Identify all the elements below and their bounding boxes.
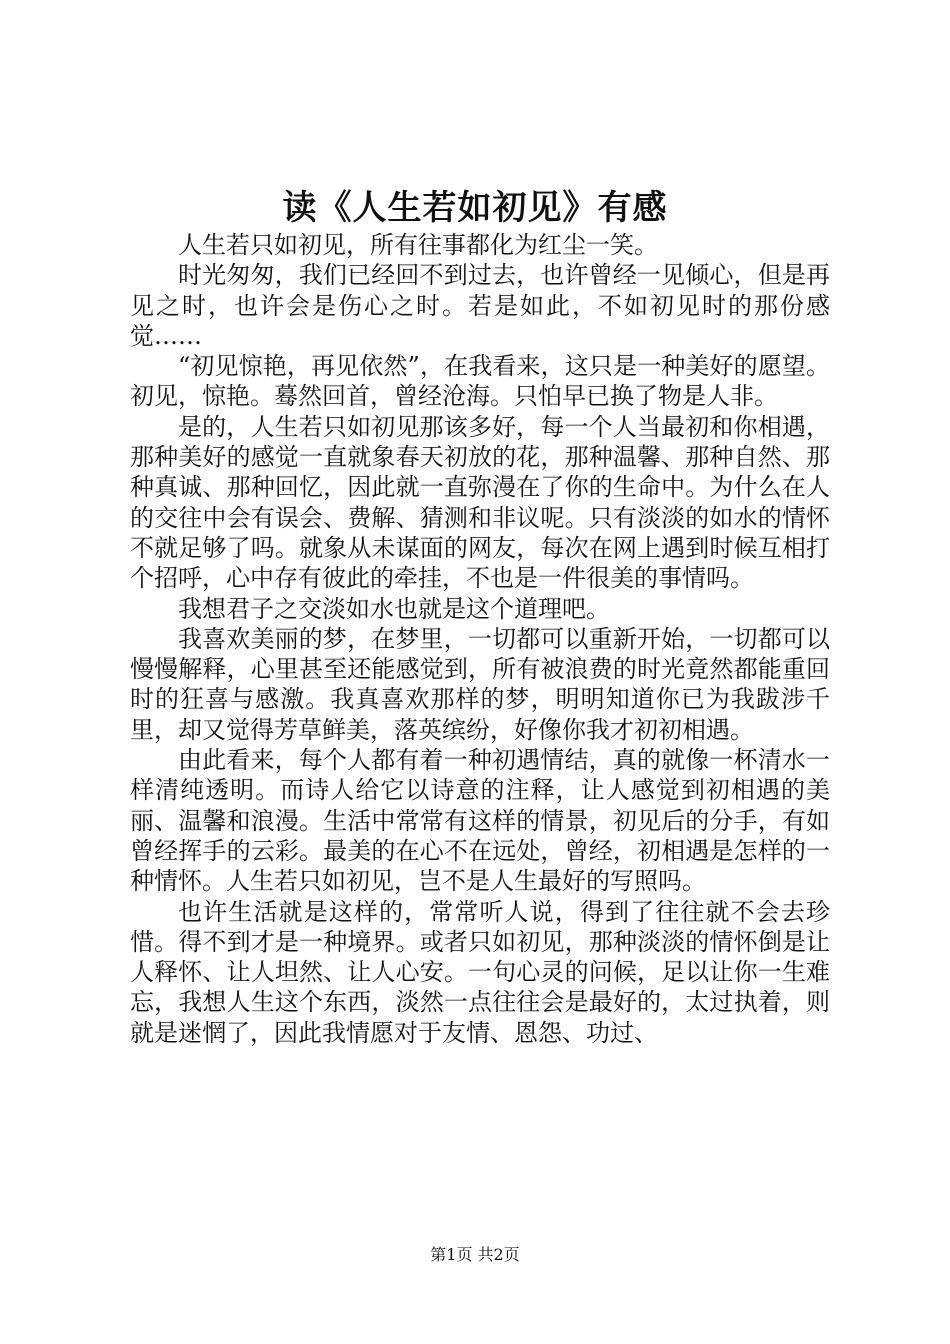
paragraph: 我想君子之交淡如水也就是这个道理吧。 xyxy=(178,594,610,623)
paragraph: 也许生活就是这样的，常常听人说，得到了往往就不会去珍惜。得不到才是一种境界。或者只如初见，那种淡淡的情怀倒是让人释怀、让人坦然、让人心安。一句心灵的问候，足以让你一生难忘，我想人生这个东西，淡然一点往往会是最好的，太过执着，则就是迷惘了，因此我情愿对于友情、恩怨、功过、 xyxy=(130,897,830,1047)
page-footer: 第1页 共2页 xyxy=(430,1245,520,1264)
paragraph: 由此看来，每个人都有着一种初遇情结，真的就像一杯清水一样清纯透明。而诗人给它以诗意的注释，让人感觉到初相遇的美丽、温馨和浪漫。生活中常常有这样的情景，初见后的分手，有如曾经挥手的云彩。最美的在心不在远处，曾经，初相遇是怎样的一种情怀。人生若只如初见，岂不是人生最好的写照吗。 xyxy=(130,746,830,896)
document-title: 读《人生若如初见》有感 xyxy=(282,188,668,228)
paragraph: 时光匆匆，我们已经回不到过去，也许曾经一见倾心，但是再见之时，也许会是伤心之时。若是如此，不如初见时的那份感觉…… xyxy=(130,261,830,350)
paragraph: 我喜欢美丽的梦，在梦里，一切都可以重新开始，一切都可以慢慢解释，心里甚至还能感觉到，所有被浪费的时光竟然都能重回时的狂喜与感激。我真喜欢那样的梦，明明知道你已为我跋涉千里，却又觉得芳草鲜美，落英缤纷，好像你我才初初相遇。 xyxy=(130,624,830,744)
paragraph: 是的，人生若只如初见那该多好，每一个人当最初和你相遇，那种美好的感觉一直就象春天初放的花，那种温馨、那种自然、那种真诚、那种回忆，因此就一直弥漫在了你的生命中。为什么在人的交往中会有误会、费解、猜测和非议呢。只有淡淡的如水的情怀不就足够了吗。就象从未谋面的网友，每次在网上遇到时候互相打个招呼，心中存有彼此的牵挂，不也是一件很美的事情吗。 xyxy=(130,412,830,593)
document-body xyxy=(130,230,830,1048)
paragraph: “初见惊艳，再见依然”，在我看来，这只是一种美好的愿望。初见，惊艳。蓦然回首，曾经沧海。只怕早已换了物是人非。 xyxy=(130,352,830,411)
paragraph: 人生若只如初见，所有往事都化为红尘一笑。 xyxy=(178,231,658,259)
